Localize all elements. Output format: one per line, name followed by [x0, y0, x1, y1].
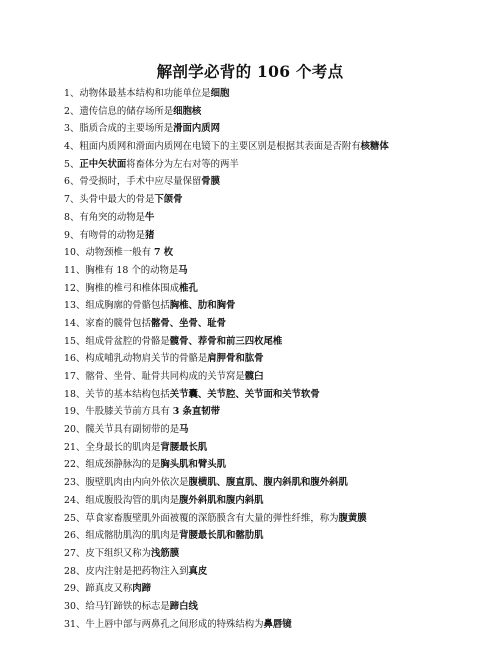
item-number: 16 — [64, 353, 76, 365]
item-number: 22 — [64, 459, 76, 471]
list-item: 25、草食家畜腹壁肌外面被覆的深筋膜含有大量的弹性纤维，称为腹黄膜 — [64, 512, 367, 524]
item-text: 组成腹股沟管的肌肉是 — [85, 494, 180, 506]
item-number: 21 — [64, 441, 76, 453]
item-key-term: 细胞 — [210, 88, 230, 99]
item-number: 20 — [64, 424, 76, 436]
item-number: 6 — [64, 176, 70, 188]
item-key-term: 马 — [179, 424, 189, 436]
item-text: 皮下组织又称为 — [85, 547, 151, 559]
list-item: 2、遗传信息的储存场所是细胞核 — [64, 105, 202, 117]
item-number: 31 — [64, 618, 76, 630]
item-text: 构成哺乳动物肩关节的骨骼是 — [85, 353, 208, 365]
item-number: 18 — [64, 388, 76, 400]
point-list — [64, 85, 494, 633]
list-item: 13、组成胸廓的骨骼包括胸椎、肋和胸骨 — [64, 300, 236, 312]
item-key-term: 马 — [178, 264, 188, 276]
item-number: 26 — [64, 530, 76, 542]
item-text: 遗传信息的储存场所是 — [79, 105, 174, 117]
item-text: 组成颈静脉沟的是 — [85, 459, 161, 471]
item-text: 给马钉蹄铁的标志是 — [85, 600, 170, 612]
list-item: 1、动物体最基本结构和功能单位是细胞 — [64, 88, 230, 99]
item-key-term: 滑面内质网 — [173, 123, 221, 135]
item-key-term: 蹄白线 — [169, 600, 198, 612]
item-text: 蹄真皮又称 — [85, 583, 133, 595]
list-item: 15、组成骨盆腔的骨骼是髋骨、荐骨和前三四枚尾椎 — [64, 335, 283, 347]
item-text: 牛上唇中部与两鼻孔之间形成的特殊结构为 — [85, 618, 264, 630]
item-key-term: 3 条直韧带 — [172, 406, 220, 418]
item-number: 14 — [64, 317, 76, 329]
item-key-term: 髋骨、荐骨和前三四枚尾椎 — [169, 335, 283, 347]
list-item: 16、构成哺乳动物肩关节的骨骼是肩胛骨和肱骨 — [64, 353, 264, 365]
item-number: 3 — [64, 123, 70, 135]
list-item: 22、组成颈静脉沟的是胸头肌和臂头肌 — [64, 459, 226, 471]
item-text: 组成骨盆腔的骨骼是 — [85, 335, 170, 347]
item-key-term: 椎孔 — [179, 282, 198, 294]
item-number: 30 — [64, 600, 76, 612]
item-text: 牛股膝关节前方具有 — [85, 406, 173, 418]
item-text: 动物体最基本结构和功能单位是 — [79, 88, 211, 99]
list-item: 10、动物颈椎一般有 7 枚 — [64, 247, 174, 259]
item-number: 25 — [64, 512, 76, 524]
item-key-term: 浅筋膜 — [150, 547, 180, 559]
list-item: 7、头骨中最大的骨是下颌骨 — [64, 194, 183, 206]
item-key-term: 核糖体 — [360, 141, 389, 153]
item-number: 5 — [64, 158, 70, 170]
item-text: 家畜的髋骨包括 — [85, 317, 151, 329]
item-key-term: 背腰最长肌 — [160, 441, 208, 453]
list-item: 12、胸椎的椎弓和椎体围成椎孔 — [64, 282, 198, 294]
item-key-term: 背腰最长肌和髂肋肌 — [179, 530, 264, 542]
list-item: 9、有吻骨的动物是猪 — [64, 229, 155, 241]
list-item: 4、粗面内质网和滑面内质网在电镜下的主要区别是根据其表面是否附有核糖体 — [64, 141, 389, 153]
list-item: 8、有角突的动物是牛 — [64, 211, 155, 223]
item-key-term: 下颌骨 — [154, 194, 183, 206]
list-item: 23、腹壁肌肉由内向外依次是腹横肌、腹直肌、腹内斜肌和腹外斜肌 — [64, 477, 348, 489]
item-key-term: 胸椎、肋和胸骨 — [169, 300, 236, 312]
list-item: 31、牛上唇中部与两鼻孔之间形成的特殊结构为鼻唇镜 — [64, 618, 292, 630]
list-item: 11、胸椎有 18 个的动物是马 — [64, 264, 188, 276]
list-item: 6、骨受损时，手术中应尽量保留骨膜 — [64, 176, 221, 188]
list-item: 5、正中矢状面将畜体分为左右对等的两半 — [64, 158, 239, 170]
item-text: 组成髂肋肌沟的肌肉是 — [85, 530, 180, 542]
item-text: 草食家畜腹壁肌外面被覆的深筋膜含有大量的弹性纤维，称为 — [85, 512, 339, 524]
item-text: 髂骨、坐骨、耻骨共同构成的关节窝是 — [85, 371, 245, 382]
item-text: 脂质合成的主要场所是 — [79, 123, 174, 135]
item-number: 29 — [64, 583, 76, 595]
item-number: 12 — [64, 282, 76, 294]
item-key-term: 肉蹄 — [132, 583, 151, 595]
item-text: 全身最长的肌肉是 — [85, 441, 161, 453]
list-item: 18、关节的基本结构包括关节囊、关节腔、关节面和关节软骨 — [64, 388, 320, 400]
item-text: 髋关节具有副韧带的是 — [85, 424, 180, 436]
list-item: 26、组成髂肋肌沟的肌肉是背腰最长肌和髂肋肌 — [64, 530, 264, 542]
item-key-term: 髂骨、坐骨、耻骨 — [150, 317, 226, 329]
item-key-term: 正中矢状面 — [79, 158, 127, 170]
item-key-term: 胸头肌和臂头肌 — [160, 459, 226, 471]
item-number: 8 — [64, 211, 70, 223]
item-number: 2 — [64, 105, 70, 117]
item-number: 15 — [64, 335, 76, 347]
item-key-term: 腹外斜肌和腹内斜肌 — [179, 494, 264, 506]
list-item: 19、牛股膝关节前方具有 3 条直韧带 — [64, 406, 220, 418]
list-item: 17、髂骨、坐骨、耻骨共同构成的关节窝是髋臼 — [64, 371, 264, 382]
item-key-term: 腹黄膜 — [338, 512, 367, 524]
item-key-term: 细胞核 — [173, 105, 202, 117]
item-text: 胸椎的椎弓和椎体围成 — [85, 282, 180, 294]
item-number: 27 — [64, 547, 76, 559]
list-item: 24、组成腹股沟管的肌肉是腹外斜肌和腹内斜肌 — [64, 494, 264, 506]
item-text: 头骨中最大的骨是 — [79, 194, 155, 206]
item-key-term: 髋臼 — [244, 371, 264, 382]
item-text: 有角突的动物是 — [79, 211, 145, 223]
item-key-term: 牛 — [145, 211, 155, 223]
item-key-term: 真皮 — [188, 565, 208, 577]
item-number: 1 — [64, 88, 70, 99]
list-item: 14、家畜的髋骨包括髂骨、坐骨、耻骨 — [64, 317, 226, 329]
item-text-after: 将畜体分为左右对等的两半 — [126, 158, 239, 170]
item-text: 皮内注射是把药物注入到 — [85, 565, 189, 577]
list-item: 28、皮内注射是把药物注入到真皮 — [64, 565, 208, 577]
item-text: 骨受损时，手术中应尽量保留 — [79, 176, 202, 188]
item-key-term: 7 枚 — [153, 247, 174, 259]
document-title: 解剖学必背的 106 个考点 — [156, 62, 344, 81]
item-text: 腹壁肌肉由内向外依次是 — [85, 477, 189, 489]
item-text: 胸椎有 18 个的动物是 — [85, 264, 179, 276]
item-text: 关节的基本结构包括 — [85, 388, 170, 400]
list-item: 3、脂质合成的主要场所是滑面内质网 — [64, 123, 221, 135]
item-key-term: 猪 — [145, 229, 155, 241]
list-item: 30、给马钉蹄铁的标志是蹄白线 — [64, 600, 198, 612]
item-number: 7 — [64, 194, 70, 206]
item-number: 4 — [64, 141, 70, 153]
list-item: 27、皮下组织又称为浅筋膜 — [64, 547, 180, 559]
list-item: 21、全身最长的肌肉是背腰最长肌 — [64, 441, 208, 453]
list-item: 20、髋关节具有副韧带的是马 — [64, 424, 189, 436]
item-key-term: 关节囊、关节腔、关节面和关节软骨 — [169, 388, 320, 400]
item-text: 动物颈椎一般有 — [85, 247, 154, 259]
item-number: 11 — [64, 264, 76, 276]
item-key-term: 肩胛骨和肱骨 — [207, 353, 264, 365]
item-key-term: 骨膜 — [201, 176, 221, 188]
item-number: 13 — [64, 300, 76, 312]
item-number: 23 — [64, 477, 76, 489]
item-number: 17 — [64, 371, 76, 382]
item-text: 组成胸廓的骨骼包括 — [85, 300, 170, 312]
item-number: 10 — [64, 247, 76, 259]
item-number: 19 — [64, 406, 76, 418]
item-key-term: 鼻唇镜 — [263, 618, 292, 630]
item-key-term: 腹横肌、腹直肌、腹内斜肌和腹外斜肌 — [188, 477, 348, 489]
item-text: 有吻骨的动物是 — [79, 229, 145, 241]
list-item: 29、蹄真皮又称肉蹄 — [64, 583, 151, 595]
item-number: 28 — [64, 565, 76, 577]
item-number: 24 — [64, 494, 76, 506]
item-text: 粗面内质网和滑面内质网在电镜下的主要区别是根据其表面是否附有 — [79, 141, 361, 153]
item-number: 9 — [64, 229, 70, 241]
